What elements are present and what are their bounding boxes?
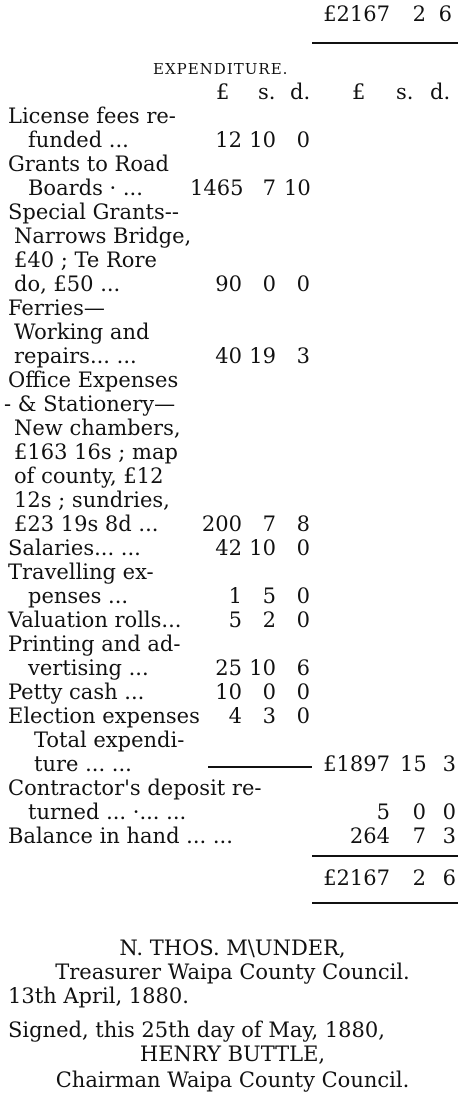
- total-expenditure-dash: [208, 766, 312, 768]
- col-header-shillings: s.: [258, 80, 276, 104]
- item-text-line: Travelling ex-: [8, 560, 154, 584]
- item-text-line: Office Expenses: [8, 368, 179, 392]
- item-text-line: vertising ...: [28, 656, 149, 680]
- item-shillings: 7: [262, 512, 276, 536]
- total-expenditure-label: Total expendi-: [34, 728, 185, 752]
- deposit-label: turned ... ·... ...: [28, 800, 187, 824]
- deposit-label: Contractor's deposit re-: [8, 776, 262, 800]
- item-shillings: 10: [249, 656, 276, 680]
- item-text-line: Ferries—: [8, 296, 105, 320]
- item-text-line: funded ...: [28, 128, 129, 152]
- top-total-pounds: £2167: [323, 2, 390, 26]
- item-text-line: Election expenses: [8, 704, 200, 728]
- item-text-line: Grants to Road: [8, 152, 169, 176]
- grand-total-rule-top: [312, 855, 458, 857]
- item-pence: 0: [296, 704, 310, 728]
- top-total-rule: [312, 42, 458, 44]
- deposit-shillings: 0: [412, 800, 426, 824]
- total-expenditure-label: ture ... ...: [34, 752, 132, 776]
- item-pounds: 1465: [190, 176, 244, 200]
- item-shillings: 3: [262, 704, 276, 728]
- item-shillings: 5: [262, 584, 276, 608]
- item-pounds: 25: [215, 656, 242, 680]
- item-text-line: License fees re-: [8, 104, 176, 128]
- item-pounds: 90: [215, 272, 242, 296]
- item-shillings: 7: [262, 176, 276, 200]
- deposit-pounds: 5: [376, 800, 390, 824]
- item-text-line: repairs... ...: [14, 344, 137, 368]
- item-pounds: 1: [228, 584, 242, 608]
- item-text-line: £40 ; Te Rore: [14, 248, 157, 272]
- grand-total-rule-bottom: [312, 902, 458, 904]
- item-pounds: 4: [228, 704, 242, 728]
- col-header-total-pence: d.: [430, 80, 451, 104]
- total-expenditure-pounds: £1897: [323, 752, 390, 776]
- item-pence: 3: [296, 344, 310, 368]
- item-text-line: 12s ; sundries,: [14, 488, 170, 512]
- item-text-line: Working and: [14, 320, 150, 344]
- item-pence: 0: [296, 608, 310, 632]
- item-text-line: Valuation rolls...: [8, 608, 182, 632]
- total-expenditure-pence: 3: [442, 752, 456, 776]
- grand-total-pounds: £2167: [323, 866, 390, 890]
- item-pence: 6: [296, 656, 310, 680]
- item-text-line: Boards · ...: [28, 176, 143, 200]
- item-text-line: Petty cash ...: [8, 680, 145, 704]
- item-shillings: 2: [262, 608, 276, 632]
- item-text-line: New chambers,: [14, 416, 181, 440]
- balance-pounds: 264: [349, 824, 390, 848]
- item-pounds: 200: [201, 512, 242, 536]
- item-pence: 0: [296, 584, 310, 608]
- top-total-shillings: 2: [412, 2, 426, 26]
- item-text-line: penses ...: [28, 584, 129, 608]
- item-text-line: Narrows Bridge,: [14, 224, 192, 248]
- item-shillings: 0: [262, 680, 276, 704]
- item-pence: 0: [296, 536, 310, 560]
- col-header-pounds: £: [216, 80, 230, 104]
- item-pounds: 42: [215, 536, 242, 560]
- item-text-line: £163 16s ; map: [14, 440, 178, 464]
- balance-pence: 3: [442, 824, 456, 848]
- item-shillings: 10: [249, 128, 276, 152]
- report-date: 13th April, 1880.: [8, 984, 189, 1008]
- item-text-line: Salaries... ...: [8, 536, 141, 560]
- item-text-line: Special Grants--: [8, 200, 179, 224]
- signed-line: Signed, this 25th day of May, 1880,: [8, 1018, 385, 1042]
- total-expenditure-shillings: 15: [400, 752, 427, 776]
- item-pence: 10: [284, 176, 311, 200]
- item-pounds: 12: [215, 128, 242, 152]
- item-text-line: of county, £12: [14, 464, 164, 488]
- item-text-line: - & Stationery—: [4, 392, 176, 416]
- treasurer-name: N. THOS. M\UNDER,: [119, 936, 346, 960]
- treasurer-title: Treasurer Waipa County Council.: [55, 960, 410, 984]
- col-header-pence: d.: [290, 80, 311, 104]
- grand-total-pence: 6: [442, 866, 456, 890]
- col-header-total-pounds: £: [352, 80, 366, 104]
- expenditure-heading: EXPENDITURE.: [153, 60, 289, 78]
- item-text-line: Printing and ad-: [8, 632, 181, 656]
- item-pence: 0: [296, 680, 310, 704]
- grand-total-shillings: 2: [412, 866, 426, 890]
- item-text-line: £23 19s 8d ...: [14, 512, 159, 536]
- chairman-title: Chairman Waipa County Council.: [55, 1068, 410, 1092]
- item-text-line: do, £50 ...: [14, 272, 121, 296]
- item-pounds: 40: [215, 344, 242, 368]
- item-pounds: 5: [228, 608, 242, 632]
- deposit-pence: 0: [442, 800, 456, 824]
- balance-shillings: 7: [412, 824, 426, 848]
- chairman-name: HENRY BUTTLE,: [139, 1042, 326, 1066]
- item-pence: 0: [296, 128, 310, 152]
- item-pence: 8: [296, 512, 310, 536]
- balance-label: Balance in hand ... ...: [8, 824, 233, 848]
- item-pence: 0: [296, 272, 310, 296]
- item-shillings: 0: [262, 272, 276, 296]
- item-shillings: 19: [249, 344, 276, 368]
- col-header-total-shillings: s.: [396, 80, 414, 104]
- top-total-pence: 6: [438, 2, 452, 26]
- item-pounds: 10: [215, 680, 242, 704]
- item-shillings: 10: [249, 536, 276, 560]
